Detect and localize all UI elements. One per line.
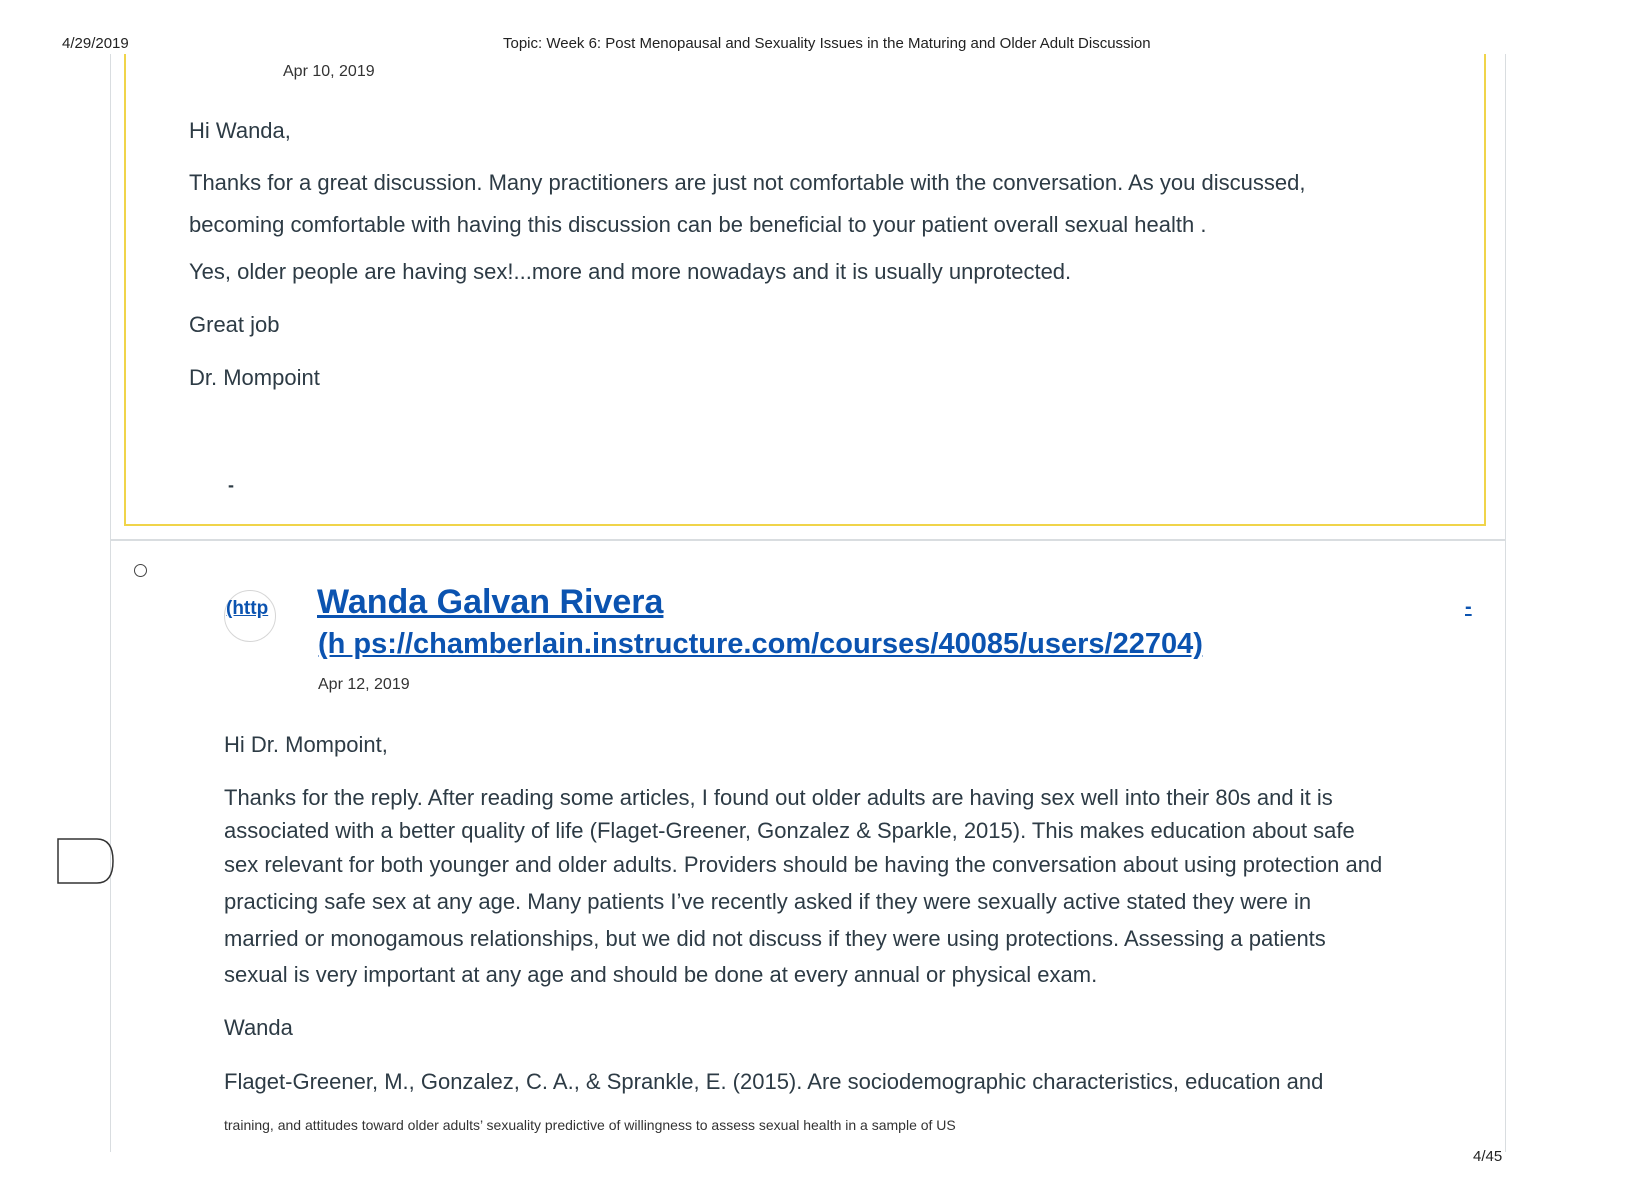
entry-body-line: sexual is very important at any age and should be done at every annual or physical exam. (224, 962, 1098, 987)
entry-date: Apr 12, 2019 (318, 676, 410, 693)
reply-date: Apr 10, 2019 (283, 63, 375, 80)
entry-body-line: Thanks for the reply. After reading some articles, I found out older adults are having sex well into their 80s and it is (224, 785, 1333, 810)
unread-indicator-icon[interactable] (134, 564, 147, 577)
page-number: 4/45 (1473, 1148, 1503, 1165)
highlighted-reply (124, 54, 1486, 526)
entry-signature: Wanda (224, 1015, 293, 1040)
entry-menu-dash[interactable]: - (1465, 596, 1472, 618)
thread-line-right (1505, 54, 1506, 1152)
print-date: 4/29/2019 (62, 35, 129, 52)
thread-line-left (110, 54, 111, 1152)
entry-greeting: Hi Dr. Mompoint, (224, 732, 388, 757)
reply-paragraph-line: Thanks for a great discussion. Many practitioners are just not comfortable with the conversation. As you discussed, (189, 170, 1306, 195)
reference-line: Flaget-Greener, M., Gonzalez, C. A., & Sprankle, E. (2015). Are sociodemographic characteristics, education and (224, 1069, 1324, 1094)
reply-paragraph: Yes, older people are having sex!...more and more nowadays and it is usually unprotected. (189, 259, 1072, 284)
d-shape-icon (57, 838, 115, 884)
reply-signature: Dr. Mompoint (189, 365, 320, 390)
author-profile-link[interactable]: (h ps://chamberlain.instructure.com/courses/40085/users/22704) (318, 628, 1203, 660)
entry-divider (110, 539, 1506, 541)
author-name-link[interactable]: Wanda Galvan Rivera (317, 583, 664, 621)
reference-line: training, and attitudes toward older adults’ sexuality predictive of willingness to assess sexual health in a sample of US (224, 1117, 956, 1133)
entry-body-line: practicing safe sex at any age. Many patients I’ve recently asked if they were sexually active stated they were in (224, 889, 1312, 914)
print-title: Topic: Week 6: Post Menopausal and Sexuality Issues in the Maturing and Older Adult Discussion (503, 35, 1151, 52)
avatar-link[interactable]: (http (226, 598, 269, 619)
reply-greeting: Hi Wanda, (189, 118, 291, 143)
reply-closing: Great job (189, 312, 280, 337)
entry-body-line: married or monogamous relationships, but we did not discuss if they were using protections. Assessing a patients (224, 926, 1326, 951)
entry-body-line: sex relevant for both younger and older adults. Providers should be having the conversation about using protection and (224, 852, 1383, 877)
reply-actions-dash[interactable]: - (228, 475, 234, 495)
reply-paragraph-line: becoming comfortable with having this discussion can be beneficial to your patient overall sexual health . (189, 212, 1207, 237)
entry-body-line: associated with a better quality of life (Flaget-Greener, Gonzalez & Sparkle, 2015). This makes education about safe (224, 818, 1355, 843)
